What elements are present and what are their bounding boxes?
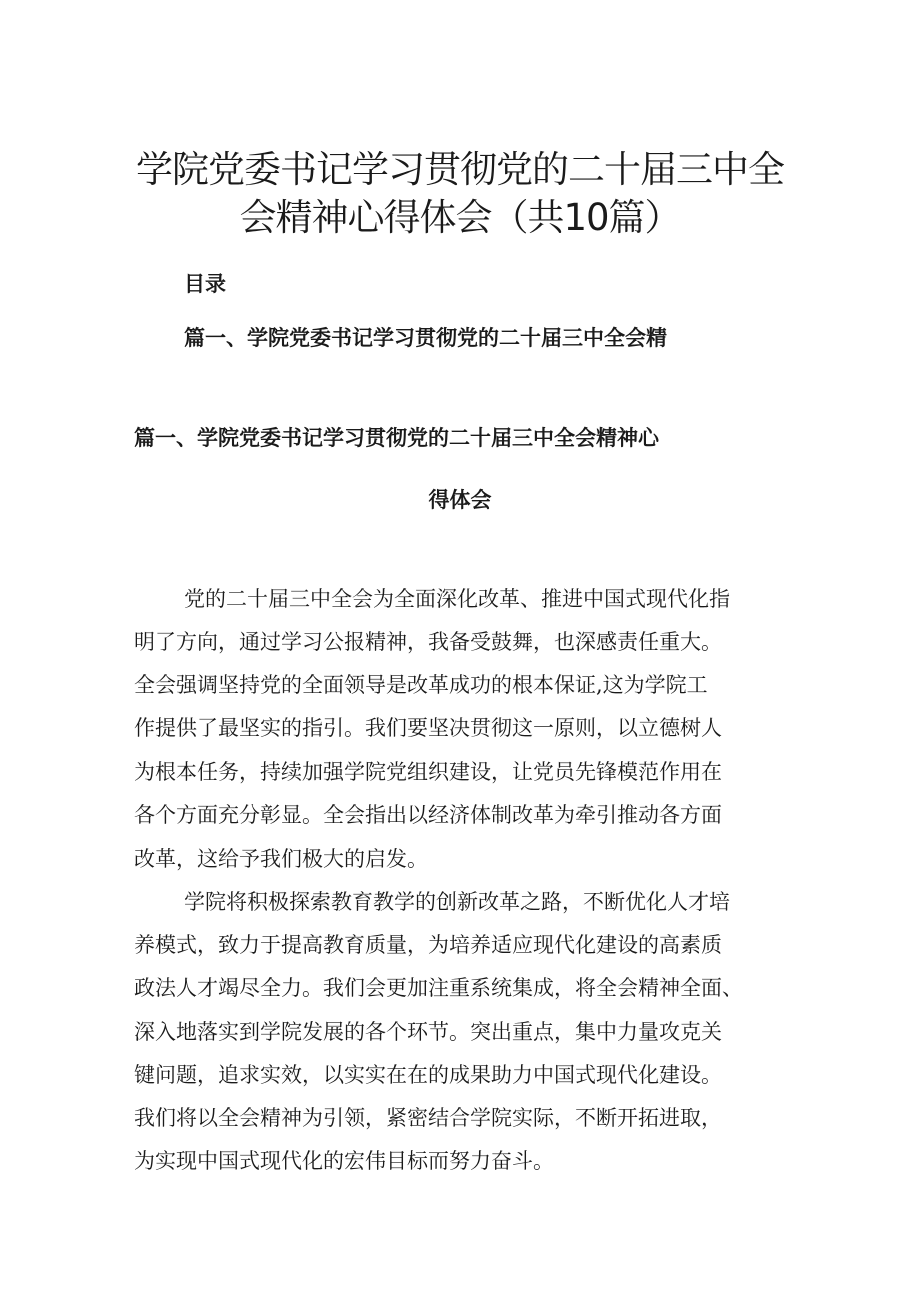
body-line: 党的二十届三中全会为全面深化改革、推进中国式现代化指 [184,587,730,611]
body-line: 改革，这给予我们极大的启发。 [134,847,428,871]
body-line: 各个方面充分彰显。全会指出以经济体制改革为牵引推动各方面 [134,803,722,827]
body-line: 为实现中国式现代化的宏伟目标而努力奋斗。 [134,1149,554,1173]
section-title-line-2: 得体会 [428,488,492,512]
body-line: 政法人才竭尽全力。我们会更加注重系统集成，将全会精神全面、 [134,976,743,1000]
body-line: 深入地落实到学院发展的各个环节。突出重点，集中力量攻克关 [134,1020,722,1044]
document-title-line-1: 学院党委书记学习贯彻党的二十届三中全 [136,148,784,191]
body-line: 养模式，致力于提高教育质量，为培养适应现代化建设的高素质 [134,933,722,957]
document-title-line-2: 会精神心得体会（共10篇） [239,196,681,239]
body-line: 学院将积极探索教育教学的创新改革之路，不断优化人才培 [184,890,730,914]
body-line: 为根本任务，持续加强学院党组织建设，让党员先锋模范作用在 [134,760,722,784]
body-line: 全会强调坚持党的全面领导是改革成功的根本保证,这为学院工 [134,673,708,697]
toc-entry[interactable]: 篇一、学院党委书记学习贯彻党的二十届三中全会精 [184,326,667,350]
section-title-line-1: 篇一、学院党委书记学习贯彻党的二十届三中全会精神心 [134,426,659,450]
toc-heading: 目录 [184,272,226,296]
body-line: 键问题，追求实效，以实实在在的成果助力中国式现代化建设。 [134,1063,722,1087]
body-line: 我们将以全会精神为引领，紧密结合学院实际，不断开拓进取， [134,1106,722,1130]
body-line: 作提供了最坚实的指引。我们要坚决贯彻这一原则，以立德树人 [134,716,722,740]
body-line: 明了方向，通过学习公报精神，我备受鼓舞，也深感责任重大。 [134,630,722,654]
